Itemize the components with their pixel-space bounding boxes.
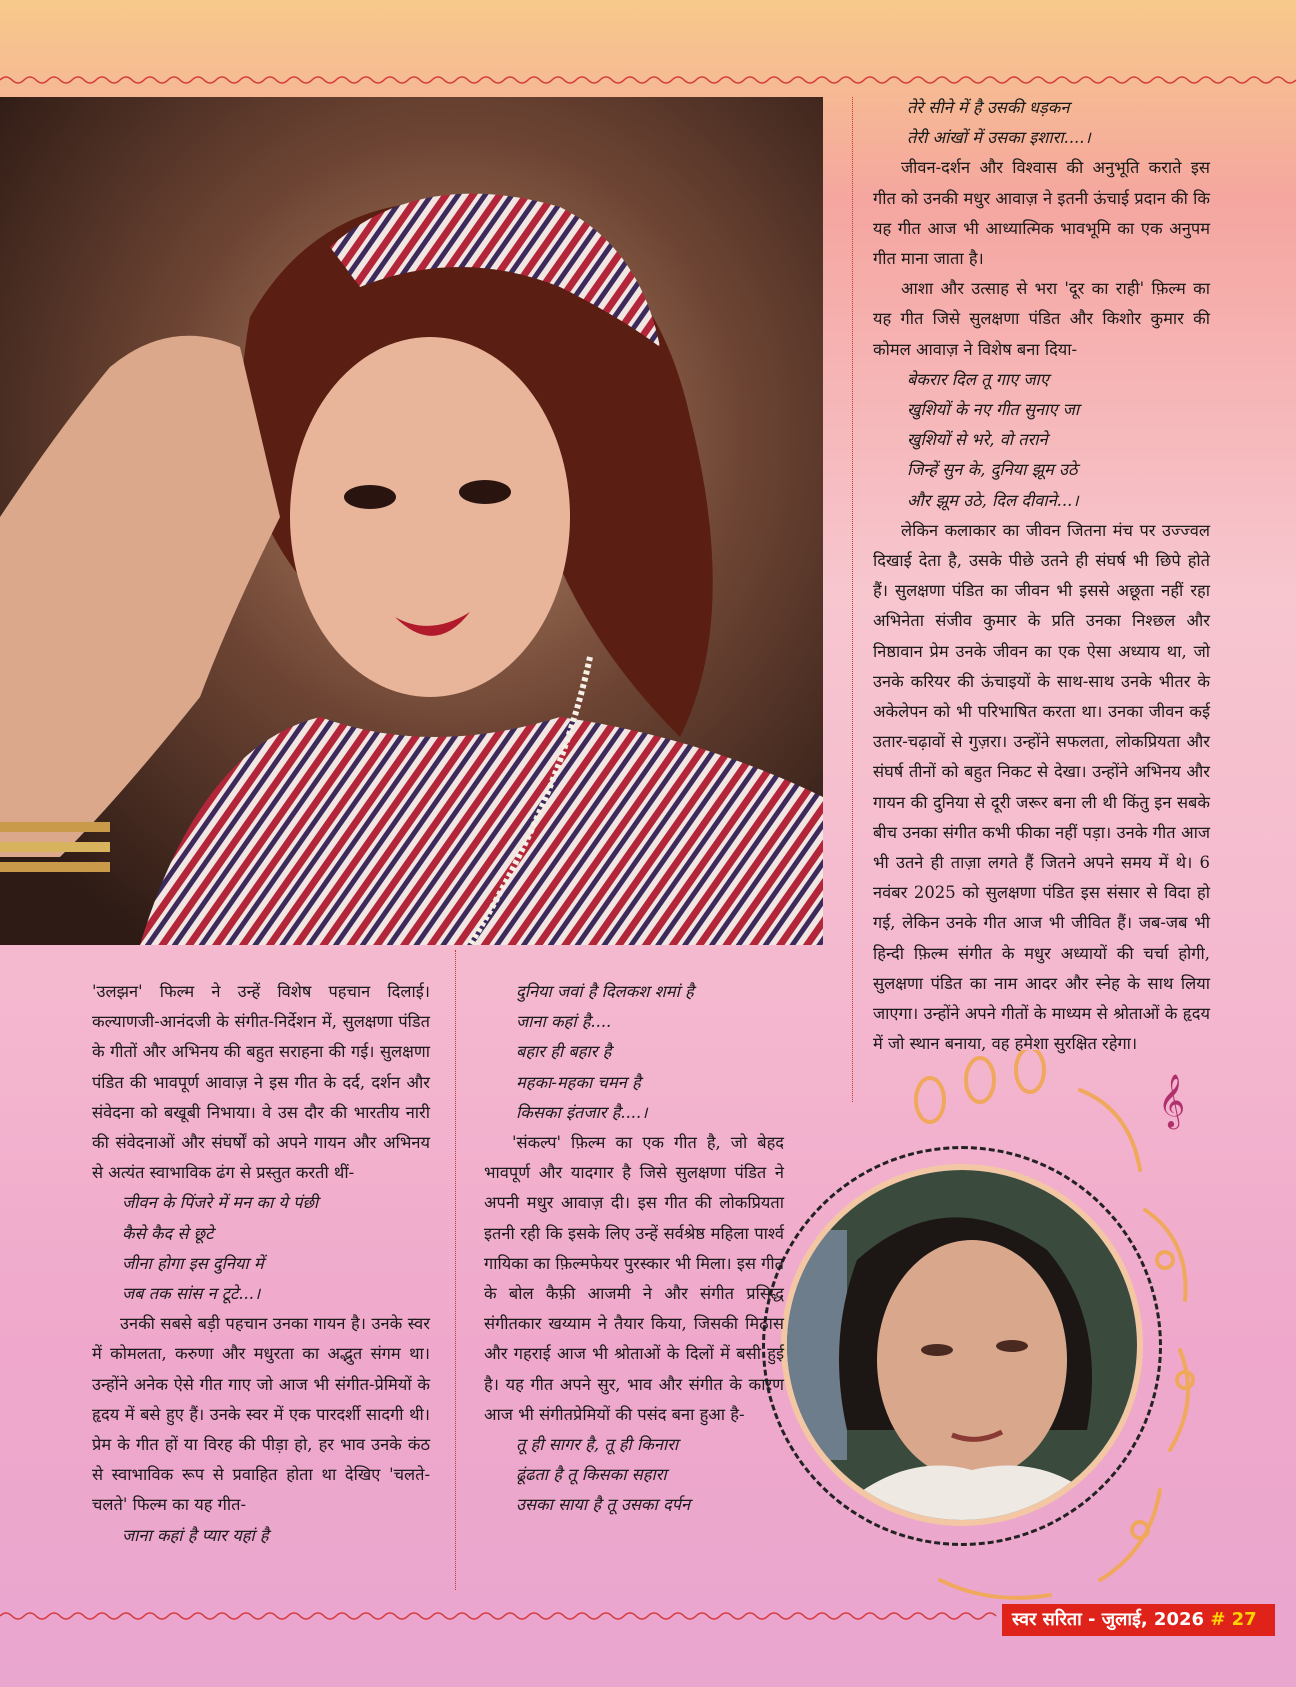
lyric-line: जाना कहां है.... xyxy=(516,1012,612,1032)
article-column-left xyxy=(92,977,430,1551)
lyric-line: खुशियों से भरे, वो तराने xyxy=(907,430,1048,450)
lyric-line: जीवन के पिंजरे में मन का ये पंछी xyxy=(122,1193,319,1213)
paragraph: 'उलझन' फिल्म ने उन्हें विशेष पहचान दिलाई। कल्याणजी-आनंदजी के संगीत-निर्देशन में, सुलक्षणा पंडित के गीतों और अभिनय की बहुत सराहना की गई। सुलक्षणा पंडित की भावपूर्ण आवाज़ ने इस गीत के दर्द, दर्शन और संवेदना को बखूबी निभाया। वे उस दौर की भारतीय नारी की संवेदनाओं और संघर्षों को अपने गायन और अभिनय से अत्यंत स्वाभाविक ढंग से प्रस्तुत करती थीं- xyxy=(92,982,430,1183)
bottom-wave-divider xyxy=(0,1610,1002,1622)
column-rule-bottom-mid xyxy=(455,950,456,1590)
song-lyrics-block xyxy=(873,93,1210,153)
column-rule-top-right xyxy=(852,97,853,1102)
portrait-photo-round xyxy=(787,1170,1137,1520)
lyric-line: तेरी आंखों में उसका इशारा....। xyxy=(907,128,1091,148)
paragraph: जीवन-दर्शन और विश्वास की अनुभूति कराते इस गीत को उनकी मधुर आवाज़ ने इतनी ऊंचाई प्रदान की कि यह गीत आज भी आध्यात्मिक भावभूमि का एक अनुपम गीत माना जाता है। xyxy=(873,158,1210,269)
lyric-line: ढूंढता है तू किसका सहारा xyxy=(516,1465,667,1485)
song-lyrics-block xyxy=(92,1188,430,1309)
top-wave-divider xyxy=(0,74,1296,86)
lyric-line: तू ही सागर है, तू ही किनारा xyxy=(516,1435,679,1455)
song-lyrics-block xyxy=(92,1521,430,1551)
page-footer xyxy=(1002,1604,1275,1636)
lyric-line: जाना कहां है प्यार यहां है xyxy=(122,1525,269,1545)
lyric-line: महका-महका चमन है xyxy=(516,1072,641,1092)
lyric-line: खुशियों के नए गीत सुनाए जा xyxy=(907,400,1080,420)
article-column-middle xyxy=(484,977,832,1521)
lyric-line: और झूम उठे, दिल दीवाने...। xyxy=(907,490,1079,510)
lyric-line: जब तक सांस न टूटे...। xyxy=(122,1284,261,1304)
lyric-line: जिन्हें सुन के, दुनिया झूम उठे xyxy=(907,460,1078,480)
paragraph: आशा और उत्साह से भरा 'दूर का राही' फ़िल्म का यह गीत जिसे सुलक्षणा पंडित और किशोर कुमार की कोमल आवाज़ ने विशेष बना दिया- xyxy=(873,279,1210,359)
lyric-line: जीना होगा इस दुनिया में xyxy=(122,1253,264,1273)
paragraph: उनकी सबसे बड़ी पहचान उनका गायन है। उनके स्वर में कोमलता, करुणा और मधुरता का अद्भुत संगम था। उन्होंने अनेक ऐसे गीत गाए जो आज भी संगीत-प्रेमियों के हृदय में बसे हुए हैं। उनके स्वर में एक पारदर्शी सादगी थी। प्रेम के गीत हों या विरह की पीड़ा हो, हर भाव उनके कंठ से स्वाभाविक रूप से प्रवाहित होता था देखिए 'चलते-चलते' फिल्म का यह गीत- xyxy=(92,1314,430,1515)
lyric-line: किसका इंतजार है....। xyxy=(516,1102,648,1122)
paragraph: 'संकल्प' फ़िल्म का एक गीत है, जो बेहद भावपूर्ण और यादगार है जिसे सुलक्षणा पंडित ने अपनी मधुर आवाज़ दी। इस गीत की लोकप्रियता इतनी रही कि इसके लिए उन्हें सर्वश्रेष्ठ महिला पार्श्व गायिका का फ़िल्मफेयर पुरस्कार भी मिला। इस गीत के बोल कैफ़ी आजमी ने और संगीत प्रसिद्ध संगीतकार खय्याम ने तैयार किया, जिसकी मिठास और गहराई आज भी श्रोताओं के दिलों में बसी हुई है। यह गीत अपने सुर, भाव और संगीत के कारण आज भी संगीतप्रेमियों की पसंद बना हुआ है- xyxy=(484,1133,784,1424)
paragraph: लेकिन कलाकार का जीवन जितना मंच पर उज्ज्वल दिखाई देता है, उसके पीछे उतने ही संघर्ष भी छिपे होते हैं। सुलक्षणा पंडित का जीवन भी इससे अछूता नहीं रहा अभिनेता संजीव कुमार के प्रति उनका निश्छल और निष्ठावान प्रेम उनके जीवन का एक ऐसा अध्याय था, जो उनके करियर की ऊंचाइयों के साथ-साथ उनके भीतर के अकेलेपन को भी परिभाषित करता था। उनका जीवन कई उतार-चढ़ावों से गुज़रा। उन्होंने सफलता, लोकप्रियता और संघर्ष तीनों को बहुत निकट से देखा। उन्होंने अभिनय और गायन की दुनिया से दूरी जरूर बना ली थी किंतु इन सबके बीच उनका संगीत कभी फीका नहीं पड़ा। उनके गीत आज भी उतने ही ताज़ा लगते हैं जितने अपने समय में थे। 6 नवंबर 2025 को सुलक्षणा पंडित इस संसार से विदा हो गई, लेकिन उनके गीत आज भी जीवित हैं। जब-जब भी हिन्दी फ़िल्म संगीत के मधुर अध्यायों की चर्चा होगी, सुलक्षणा पंडित का नाम आदर और स्नेह के साथ लिया जाएगा। उन्होंने अपने गीतों के माध्यम से श्रोताओं के हृदय में जो स्थान बनाया, वह हमेशा सुरक्षित रहेगा। xyxy=(873,520,1210,1054)
page-number: # 27 xyxy=(1210,1609,1257,1630)
lyric-line: बहार ही बहार है xyxy=(516,1042,612,1062)
lyric-line: उसका साया है तू उसका दर्पन xyxy=(516,1495,691,1515)
article-column-right xyxy=(873,93,1210,1060)
lyric-line: तेरे सीने में है उसकी धड़कन xyxy=(907,98,1070,117)
music-clef-icon: 𝄞 xyxy=(1158,1073,1186,1127)
portrait-photo-main xyxy=(0,97,823,945)
lyric-line: दुनिया जवां है दिलकश शमां है xyxy=(516,982,694,1001)
lyric-line: बेकरार दिल तू गाए जाए xyxy=(907,369,1049,389)
song-lyrics-block xyxy=(484,1430,832,1521)
song-lyrics-block xyxy=(484,977,832,1128)
magazine-issue-label: स्वर सरिता - जुलाई, 2026 xyxy=(1012,1609,1205,1630)
lyric-line: कैसे कैद से छूटे xyxy=(122,1223,214,1243)
song-lyrics-block xyxy=(873,365,1210,516)
